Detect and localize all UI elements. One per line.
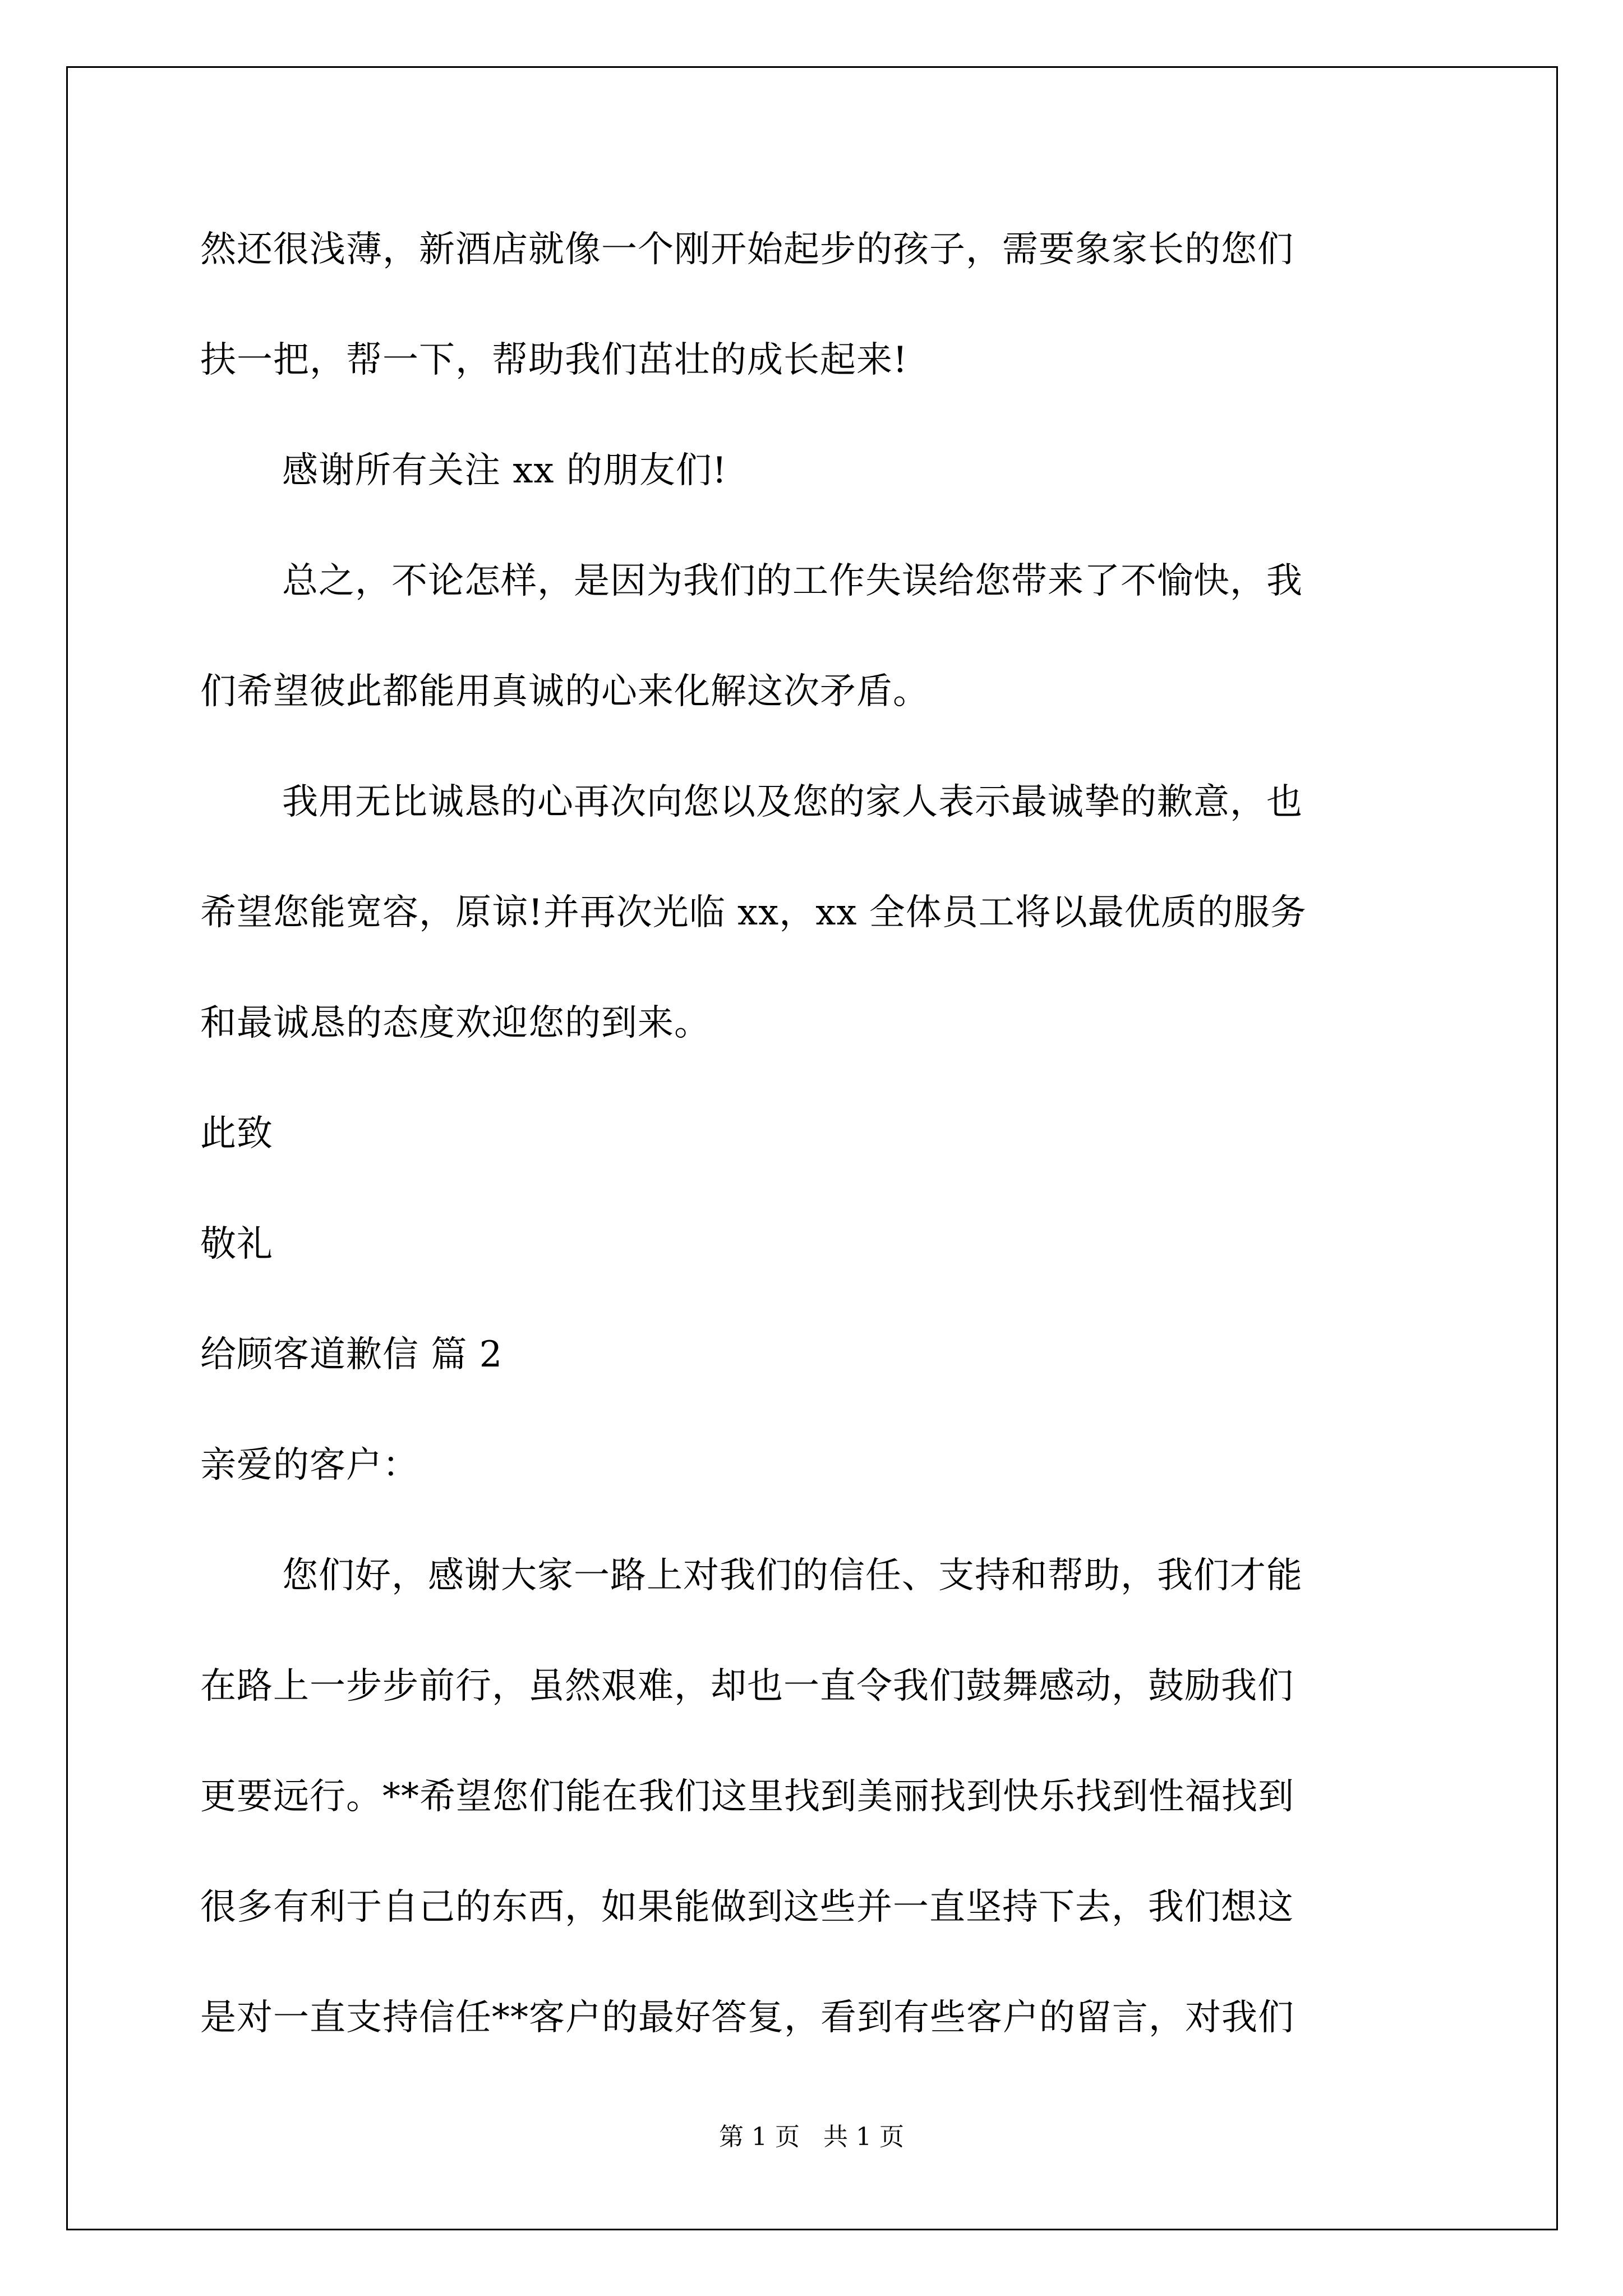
closing-line: 此致 xyxy=(200,1113,273,1154)
text-line: 然还很浅薄，新酒店就像一个刚开始起步的孩子，需要象家长的您们 xyxy=(200,229,1294,270)
letter-body xyxy=(200,208,1434,2086)
text-line: 很多有利于自己的东西，如果能做到这些并一直坚持下去，我们想这 xyxy=(200,1887,1294,1928)
paragraph-first-line: 我用无比诚恳的心再次向您以及您的家人表示最诚挚的歉意，也 xyxy=(282,781,1303,823)
text-line: 在路上一步步前行，虽然艰难，却也一直令我们鼓舞感动，鼓励我们 xyxy=(200,1665,1294,1707)
paragraph-first-line: 总之，不论怎样，是因为我们的工作失误给您带来了不愉快，我 xyxy=(282,560,1303,602)
salutation-line: 敬礼 xyxy=(200,1223,273,1265)
greeting-line: 亲爱的客户： xyxy=(200,1444,419,1486)
text-line: 希望您能宽容，原谅!并再次光临 xx，xx 全体员工将以最优质的服务 xyxy=(200,892,1307,933)
text-line: 是对一直支持信任**客户的最好答复，看到有些客户的留言，对我们 xyxy=(200,1997,1294,2039)
paragraph-first-line: 您们好，感谢大家一路上对我们的信任、支持和帮助，我们才能 xyxy=(282,1555,1303,1596)
paragraph-first-line: 感谢所有关注 xx 的朋友们! xyxy=(282,450,727,491)
text-line: 和最诚恳的态度欢迎您的到来。 xyxy=(200,1002,711,1044)
text-line: 们希望彼此都能用真诚的心来化解这次矛盾。 xyxy=(200,671,929,712)
page-number-footer: 第 1 页 共 1 页 xyxy=(719,2123,904,2151)
section-heading: 给顾客道歉信 篇 2 xyxy=(200,1334,503,1375)
text-line: 扶一把，帮一下，帮助我们茁壮的成长起来! xyxy=(200,339,908,381)
text-line: 更要远行。**希望您们能在我们这里找到美丽找到快乐找到性福找到 xyxy=(200,1776,1294,1818)
